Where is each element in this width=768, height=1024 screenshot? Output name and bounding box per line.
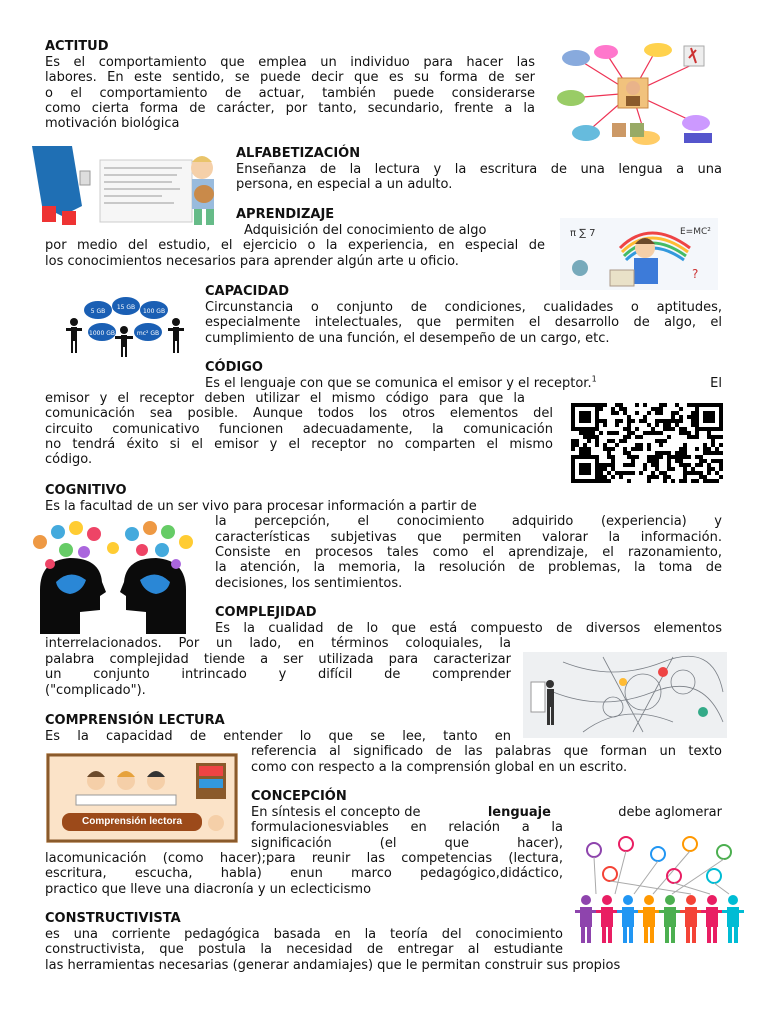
def-line: o el comportamiento de actuar, también puede considerarse [45,86,535,101]
cloud-label: mc² GB [136,330,160,337]
def-line: no tendrá éxito si el emisor y el receptor no comparten el mismo [45,437,553,452]
codigo-first-line: Es el lenguaje con que se comunica el emisor y el receptor.$^1$ [205,374,597,391]
def-line: decisiones, los sentimientos. [215,576,403,591]
def-line [205,376,722,391]
svg-text:E=MC²: E=MC² [680,227,711,237]
def-line: es una corriente pedagógica basada en la teoría del conocimiento [45,927,563,942]
def-line: interrelacionados. Por un lado, en términos coloquiales, la [45,636,511,651]
def-line: labores. En este sentido, se puede decir que es su forma de ser [45,70,535,85]
def-line: constructivista, que postula la necesidad de entregar al estudiante [45,942,563,957]
def-line: Adquisición del conocimiento de algo [244,223,487,238]
def-line: código. [45,452,93,467]
svg-text:π ∑ 7: π ∑ 7 [570,228,596,239]
def-line: practico que lleve una diacronía y un eclecticismo [45,882,372,897]
def-line: un conjunto intrincado y difícil de comprender [45,667,511,682]
def-line: los conocimientos necesarios para aprender algún arte u oficio. [45,254,459,269]
aprendizaje-image [560,218,718,290]
def-line: Es la capacidad de entender lo que se lee, tanto en [45,729,511,744]
term-alfabetizacion: ALFABETIZACIÓN [236,146,361,161]
def-line: por medio del estudio, el ejercicio o la experiencia, en especial de [45,238,545,253]
def-line: significación (el que hacer), [251,836,563,851]
def-line: escritura, escucha, habla) enun marco pedagógico,didáctico, [45,866,563,881]
concepcion-keyword-lenguaje[interactable]: lenguaje [487,805,551,820]
def-line: como con respecto a la comprensión global en un escrito. [251,760,628,775]
def-line: emisor y el receptor deben utilizar el mismo código para que la [45,391,525,406]
svg-text:?: ? [692,267,699,281]
term-constructivista: CONSTRUCTIVISTA [45,911,181,926]
def-line [251,805,722,820]
complejidad-image [523,652,727,738]
def-line: palabra complejidad tiende a ser utilizada para caracterizar [45,652,511,667]
def-line: características subjetivas que permiten valorar la información. [215,530,722,545]
cloud-label: 100 GB [142,308,166,315]
def-line: Es el comportamiento que emplea un individuo para hacer las [45,55,535,70]
constructivista-image [574,836,750,946]
cognitivo-image [20,520,206,634]
def-line: Es la facultad de un ser vivo para procesar información a partir de [45,499,477,514]
def-line: ("complicado"). [45,683,146,698]
comprension-banner-text: Comprensión lectora [81,816,183,827]
def-line: como cierta forma de carácter, por tanto, secundario, frente a la [45,101,535,116]
def-line: las herramientas necesarias (generar andamiajes) que le permitan construir sus propios [45,958,621,973]
capacidad-image [62,292,188,358]
def-line: Consiste en procesos tales como el aprendizaje, el razonamiento, [215,545,722,560]
footnote-ref[interactable]: 1 [591,374,597,384]
def-line: persona, en especial a un adulto. [236,177,453,192]
comprension-lectora-image [46,753,238,843]
def-line: formulacionesviables en relación a la [251,820,563,835]
alfabetizacion-image [32,146,222,228]
def-line: Es la cualidad de lo que está compuesto de diversos elementos [215,621,722,636]
def-line: la percepción, el conocimiento adquirido (experiencia) y [215,514,722,529]
term-concepcion: CONCEPCIÓN [251,789,347,804]
term-cognitivo: COGNITIVO [45,483,127,498]
term-aprendizaje: APRENDIZAJE [236,207,335,222]
mind-map-image [546,38,718,148]
def-line: circuito comunicativo funcionen adecuadamente, la comunicación [45,422,553,437]
term-codigo: CÓDIGO [205,360,263,375]
def-line: cumplimiento de una función, el desempeño de un cargo, etc. [205,331,610,346]
def-line: comunicación sea posible. Aunque todos los otros elementos del [45,406,553,421]
term-comprension-lectura: COMPRENSIÓN LECTURA [45,713,225,728]
def-line: motivación biológica [45,116,180,131]
def-line: Circunstancia o conjunto de condiciones, cualidades o aptitudes, [205,300,722,315]
def-line: lacomunicación (como hacer);para reunir las competencias (lectura, [45,851,563,866]
def-line: la atención, la memoria, la resolución de problemas, la toma de [215,560,722,575]
cloud-label: 15 GB [116,304,136,311]
qr-code-image [571,403,723,483]
concepcion-text-a: En síntesis el concepto de [251,805,421,820]
term-actitud: ACTITUD [45,39,109,54]
def-line: especialmente intelectuales, que permiten el desarrollo de algo, el [205,315,722,330]
codigo-first-end: El [710,376,722,391]
term-capacidad: CAPACIDAD [205,284,290,299]
cloud-label: 5 GB [90,308,106,315]
def-line: referencia al significado de las palabras que forman un texto [251,744,722,759]
term-complejidad: COMPLEJIDAD [215,605,317,620]
def-line: Enseñanza de la lectura y la escritura de una lengua a una [236,162,722,177]
cloud-label: 1000 GB [89,330,115,337]
concepcion-text-c: debe aglomerar [618,805,722,820]
